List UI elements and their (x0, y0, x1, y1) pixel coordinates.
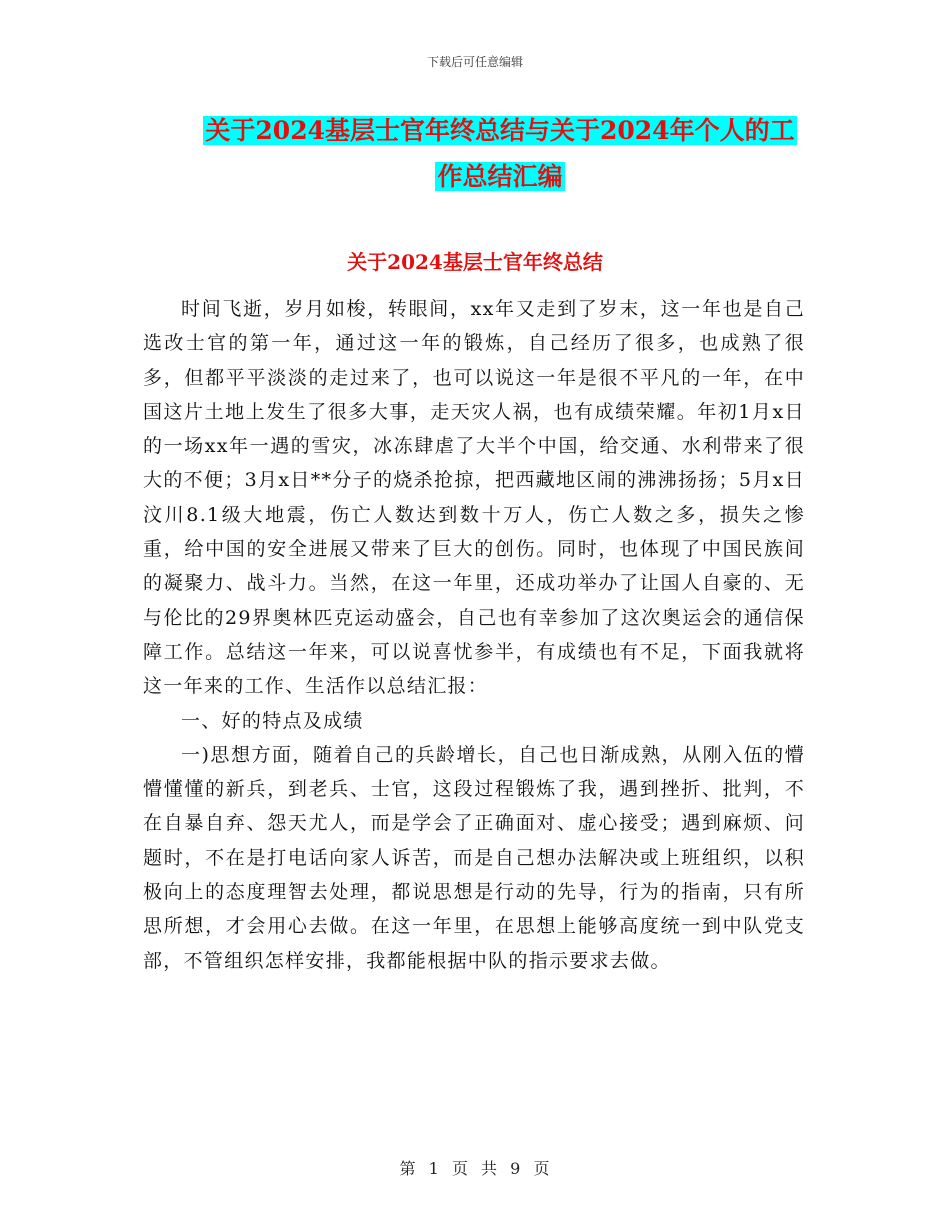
document-title (150, 108, 850, 200)
footer-ye: 页 (451, 1159, 469, 1178)
document-body (143, 292, 805, 978)
title-line-2: 作总结汇编 (437, 162, 563, 191)
header-note: 下载后可任意编辑 (426, 55, 523, 69)
title-line-1: 关于2024基层士官年终总结与关于2024年个人的工 (205, 116, 795, 145)
footer-ye2: 页 (533, 1159, 551, 1178)
paragraph-thought: 一)思想方面，随着自己的兵龄增长，自己也日渐成熟，从刚入伍的懵懵懂懂的新兵，到老兵、士官，这段过程锻炼了我，遇到挫折、批判，不在自暴自弃、怨天尤人，而是学会了正确面对、虚心接受；遇到麻烦、问题时，不在是打电话向家人诉苦，而是自己想办法解决或上班组织，以积极向上的态度理智去处理，都说思想是行动的先导，行为的指南，只有所思所想，才会用心去做。在这一年里，在思想上能够高度统一到中队党支部，不管组织怎样安排，我都能根据中队的指示要求去做。 (143, 743, 805, 972)
paragraph-intro: 时间飞逝，岁月如梭，转眼间，xx年又走到了岁末，这一年也是自己选改士官的第一年，通过这一年的锻炼，自己经历了很多，也成熟了很多，但都平平淡淡的走过来了，也可以说这一年是很不平凡的一年，在中国这片土地上发生了很多大事，走天灾人祸，也有成绩荣耀。年初1月x日的一场xx年一遇的雪灾，冰冻肆虐了大半个中国，给交通、水利带来了很大的不便；3月x日**分子的烧杀抢掠，把西藏地区闹的沸沸扬扬；5月x日汶川8.1级大地震，伤亡人数达到数十万人，伤亡人数之多，损失之惨重，给中国的安全进展又带来了巨大的创伤。同时，也体现了中国民族间的凝聚力、战斗力。当然，在这一年里，还成功举办了让国人自豪的、无与伦比的29界奥林匹克运动盛会，自己也有幸参加了这次奥运会的通信保障工作。总结这一年来，可以说喜忧参半，有成绩也有不足，下面我就将这一年来的工作、生活作以总结汇报： (143, 298, 805, 698)
section-title: 关于2024基层士官年终总结 (347, 250, 603, 274)
paragraph-heading: 一、好的特点及成绩 (181, 709, 364, 732)
footer-di: 第 (399, 1159, 417, 1178)
page-footer (0, 1156, 950, 1179)
footer-total-pages: 9 (510, 1159, 522, 1178)
footer-gong: 共 (481, 1159, 499, 1178)
footer-current-page: 1 (428, 1159, 440, 1178)
